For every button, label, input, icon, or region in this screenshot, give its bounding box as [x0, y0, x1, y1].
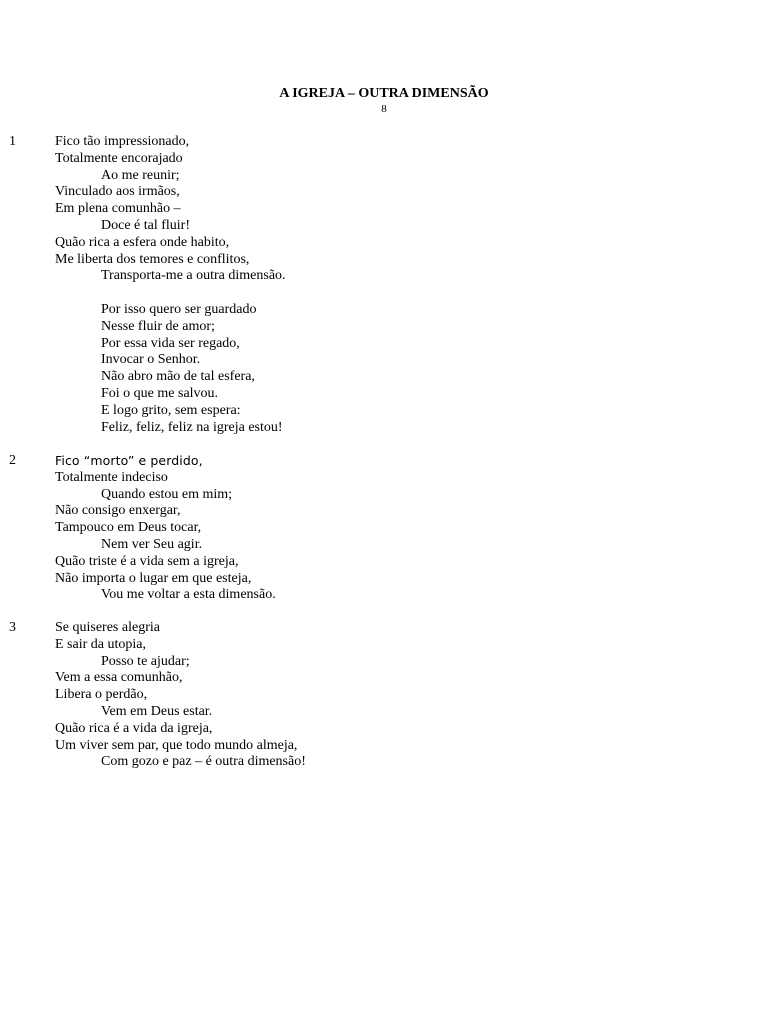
verse-line: Nesse fluir de amor;: [101, 318, 215, 334]
verse-line: Não consigo enxergar,: [55, 503, 181, 519]
verse-line: Quão rica a esfera onde habito,: [55, 234, 230, 250]
verse-line: Por isso quero ser guardado: [101, 302, 257, 317]
stanza-number: 3: [9, 620, 16, 635]
verse-line: Não abro mão de tal esfera,: [101, 369, 255, 385]
verse-line: Quão rica é a vida da igreja,: [55, 720, 213, 736]
hymn-number: 8: [381, 103, 387, 115]
verse-line: Foi o que me salvou.: [101, 386, 219, 401]
verse-line: Totalmente indeciso: [55, 469, 168, 485]
stanza-number: 1: [9, 134, 16, 149]
verse-line: Com gozo e paz – é outra dimensão!: [101, 754, 306, 770]
verse-line: Totalmente encorajado: [55, 150, 183, 166]
verse-line: Feliz, feliz, feliz na igreja estou!: [101, 419, 283, 435]
verse-line: Um viver sem par, que todo mundo almeja,: [55, 737, 298, 753]
verse-line: Vem em Deus estar.: [101, 704, 213, 719]
verse-line: Fico tão impressionado,: [55, 134, 190, 149]
verse-line: Libera o perdão,: [55, 687, 148, 703]
verse-line: Vinculado aos irmãos,: [55, 184, 180, 200]
verse-line: Não importa o lugar em que esteja,: [55, 570, 252, 586]
verse-line: Quando estou em mim;: [101, 486, 233, 502]
verse-line: Doce é tal fluir!: [101, 218, 191, 233]
verse-line: Por essa vida ser regado,: [101, 335, 240, 351]
verse-line: Vem a essa comunhão,: [55, 670, 183, 686]
verse-line: Se quiseres alegria: [55, 620, 160, 635]
verse-line: Nem ver Seu agir.: [101, 537, 203, 552]
verse-line: Me liberta dos temores e conflitos,: [55, 251, 250, 267]
verse-line: Posso te ajudar;: [101, 653, 190, 669]
verse-line: E sair da utopia,: [55, 636, 146, 652]
verse-line: Vou me voltar a esta dimensão.: [101, 587, 276, 603]
stanza-number: 2: [9, 453, 16, 468]
verse-line: Quão triste é a vida sem a igreja,: [55, 553, 239, 569]
verse-line: Tampouco em Deus tocar,: [55, 520, 202, 536]
document-title: A IGREJA – OUTRA DIMENSÃO: [279, 86, 489, 101]
verse-line: Ao me reunir;: [101, 167, 180, 183]
verse-line: Invocar o Senhor.: [101, 352, 201, 368]
verse-line: Fico “morto” e perdido,: [55, 453, 203, 468]
verse-line: Transporta-me a outra dimensão.: [101, 268, 286, 284]
verse-line: E logo grito, sem espera:: [101, 402, 241, 418]
verse-line: Em plena comunhão –: [55, 201, 181, 217]
